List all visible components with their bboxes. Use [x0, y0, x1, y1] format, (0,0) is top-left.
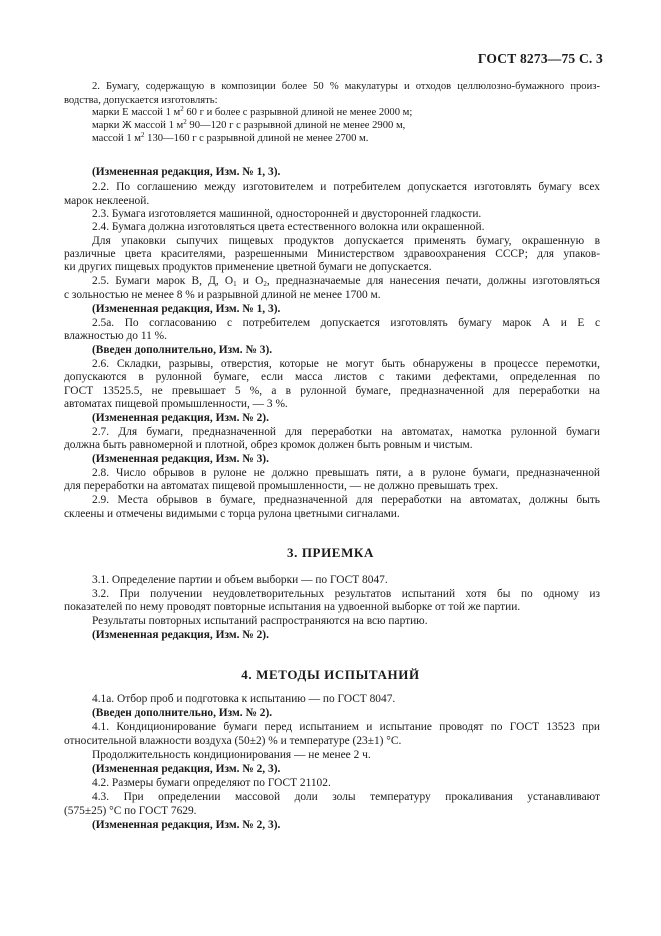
amendment-note: (Измененная редакция, Изм. № 2). [92, 412, 269, 424]
para-4-1-line2: относительной влажности воздуха (50±2) % и температуре (23±1) °С. [64, 735, 402, 747]
para-4-2: 4.2. Размеры бумаги определяют по ГОСТ 21102. [92, 777, 331, 789]
para-2-5-line1: 2.5. Бумаги марок В, Д, $О_1$ и $О_2$, предназначаемые для нанесения печати, должны изготовляться [92, 275, 601, 288]
para-2-2-line2: марок неклееной. [64, 195, 150, 207]
para-2-7-line1: 2.7. Для бумаги, предназначенной для переработки на автоматах, намотка рулонной бумаги [92, 426, 600, 438]
added-note: (Введен дополнительно, Изм. № 3). [92, 344, 273, 356]
para-2-9-line2: склеены и отмечены видимыми с торца рулона цветными сигналами. [64, 508, 400, 520]
para-pack-line2: различные цвета красителями, разрешенными Министерством здравоохранения СССР; для упаков- [64, 248, 600, 260]
para-2-grade-e: марки Е массой 1 $м^2$ 60 г и более с разрывной длиной не менее 2000 м; [92, 105, 413, 118]
para-pack-line1: Для упаковки сыпучих пищевых продуктов допускается применять бумагу, окрашенную в [92, 235, 600, 247]
para-4-1a: 4.1а. Отбор проб и подготовка к испытанию — по ГОСТ 8047. [92, 693, 396, 705]
amendment-note: (Измененная редакция, Изм. № 2, 3). [92, 763, 281, 775]
para-4-3-line2: (575±25) °С по ГОСТ 7629. [64, 805, 197, 817]
amendment-note: (Измененная редакция, Изм. № 1, 3). [92, 303, 281, 315]
para-2-2-line1: 2.2. По соглашению между изготовителем и потребителем допускается изготовлять бумагу всех [92, 181, 600, 193]
para-4-3-line1: 4.3. При определении массовой доли золы температуру прокаливания устанавливают [92, 791, 600, 803]
para-2-8-line2: для переработки на автоматах пищевой промышленности, — не должно превышать трех. [64, 480, 499, 492]
section-4-title: 4. МЕТОДЫ ИСПЫТАНИЙ [241, 667, 420, 682]
para-2-3: 2.3. Бумага изготовляется машинной, односторонней и двусторонней гладкости. [92, 208, 482, 220]
para-2-line2: водства, допускается изготовлять: [64, 95, 218, 106]
para-3-2-line2: показателей по нему проводят повторные испытания на удвоенной выборке от той же партии. [64, 601, 521, 613]
added-note: (Введен дополнительно, Изм. № 2). [92, 707, 273, 719]
para-2-5-line2: с зольностью не менее 8 % и разрывной длиной не менее 1700 м. [64, 289, 381, 301]
para-2-grade-zh: марки Ж массой 1 $м^2$ 90—120 г с разрывной длиной не менее 2900 м, [92, 118, 406, 131]
para-4-1-line1: 4.1. Кондиционирование бумаги перед испытанием и испытание проводят по ГОСТ 13523 при [92, 721, 600, 733]
para-2-6-line3: ГОСТ 13525.5, не превышает 5 %, а в рулонной бумаге, предназначенной для переработки на [64, 385, 600, 397]
para-2-7-line2: должна быть равномерной и плотной, обрез кромок должен быть ровным и чистым. [64, 439, 473, 451]
page-header: ГОСТ 8273—75 С. 3 [477, 51, 603, 66]
amendment-note: (Измененная редакция, Изм. № 2, 3). [92, 819, 281, 831]
amendment-note: (Измененная редакция, Изм. № 3). [92, 453, 269, 465]
para-2-line1: 2. Бумагу, содержащую в композиции более 50 % макулатуры и отходов целлюлозно-бумажного произ- [92, 81, 600, 92]
para-3-2-line1: 3.2. При получении неудовлетворительных результатов испытаний хотя бы по одному из [92, 588, 600, 600]
para-3-1: 3.1. Определение партии и объем выборки — по ГОСТ 8047. [92, 574, 388, 586]
para-2-6-line1: 2.6. Складки, разрывы, отверстия, которые не могут быть обнаружены в процессе перемотки, [92, 358, 600, 370]
para-2-8-line1: 2.8. Число обрывов в рулоне не должно превышать пяти, а в рулоне бумаги, предназначенной [92, 467, 600, 479]
para-pack-line3: ки других пищевых продуктов применение цветной бумаги не допускается. [64, 261, 432, 273]
para-2-6-line2: допускаются в рулонной бумаге, если масса листов с такими дефектами, определенная по [64, 371, 600, 383]
para-3-2-line3: Результаты повторных испытаний распространяются на всю партию. [92, 615, 428, 627]
para-2-5a-line1: 2.5а. По согласованию с потребителем допускается изготовлять бумагу марок А и Е с [92, 317, 600, 329]
para-2-5a-line2: влажностью до 11 %. [64, 330, 167, 342]
amendment-note: (Измененная редакция, Изм. № 1, 3). [92, 166, 281, 178]
section-3-title: 3. ПРИЕМКА [287, 545, 374, 560]
amendment-note: (Измененная редакция, Изм. № 2). [92, 629, 269, 641]
para-2-6-line4: автоматах пищевой промышленности, — 3 %. [64, 398, 288, 410]
para-2-mass: массой 1 $м^2$ 130—160 г с разрывной длиной не менее 2700 м. [92, 131, 369, 144]
para-4-1-line3: Продолжительность кондиционирования — не менее 2 ч. [92, 749, 371, 761]
para-2-4: 2.4. Бумага должна изготовляться цвета естественного волокна или окрашенной. [92, 221, 485, 233]
para-2-9-line1: 2.9. Места обрывов в бумаге, предназначенной для переработки на автоматах, должны быть [92, 494, 600, 506]
